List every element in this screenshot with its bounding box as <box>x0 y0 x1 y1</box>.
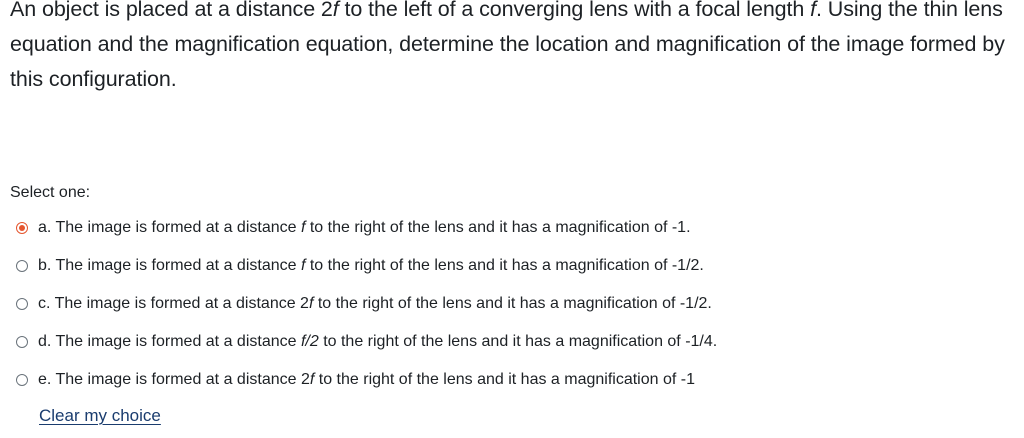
radio-button[interactable] <box>16 260 28 272</box>
option-label[interactable]: a. The image is formed at a distance f to the right of the lens and it has a magnification of -1. <box>38 219 691 236</box>
option-label[interactable]: b. The image is formed at a distance f to the right of the lens and it has a magnification of -1/2. <box>38 257 704 274</box>
question-part-1: An object is placed at a distance 2 <box>10 0 333 21</box>
question-variable: f <box>332 0 339 21</box>
option-c[interactable] <box>14 285 1004 323</box>
question-part-2: to the left of a converging lens with a focal length <box>338 0 811 21</box>
radio-button-selected[interactable] <box>16 222 28 234</box>
question-variable: f <box>810 0 817 21</box>
radio-button[interactable] <box>16 374 28 386</box>
question-text <box>10 0 1020 97</box>
clear-choice-link[interactable]: Clear my choice <box>39 406 161 425</box>
option-a[interactable] <box>14 209 1004 247</box>
option-label[interactable]: d. The image is formed at a distance f/2 to the right of the lens and it has a magnification of -1/4. <box>38 333 718 350</box>
option-label[interactable]: c. The image is formed at a distance 2f to the right of the lens and it has a magnification of -1/2. <box>38 295 712 312</box>
answer-options <box>14 209 1004 399</box>
option-label[interactable]: e. The image is formed at a distance 2f to the right of the lens and it has a magnification of -1 <box>38 371 695 388</box>
select-one-prompt: Select one: <box>10 184 91 201</box>
radio-button[interactable] <box>16 298 28 310</box>
question-part-3: . Using the thin lens equation and the magnification equation, determine the location and magnification of the image formed by this configuration. <box>10 0 1005 91</box>
option-e[interactable] <box>14 361 1004 399</box>
option-b[interactable] <box>14 247 1004 285</box>
radio-button[interactable] <box>16 336 28 348</box>
option-d[interactable] <box>14 323 1004 361</box>
